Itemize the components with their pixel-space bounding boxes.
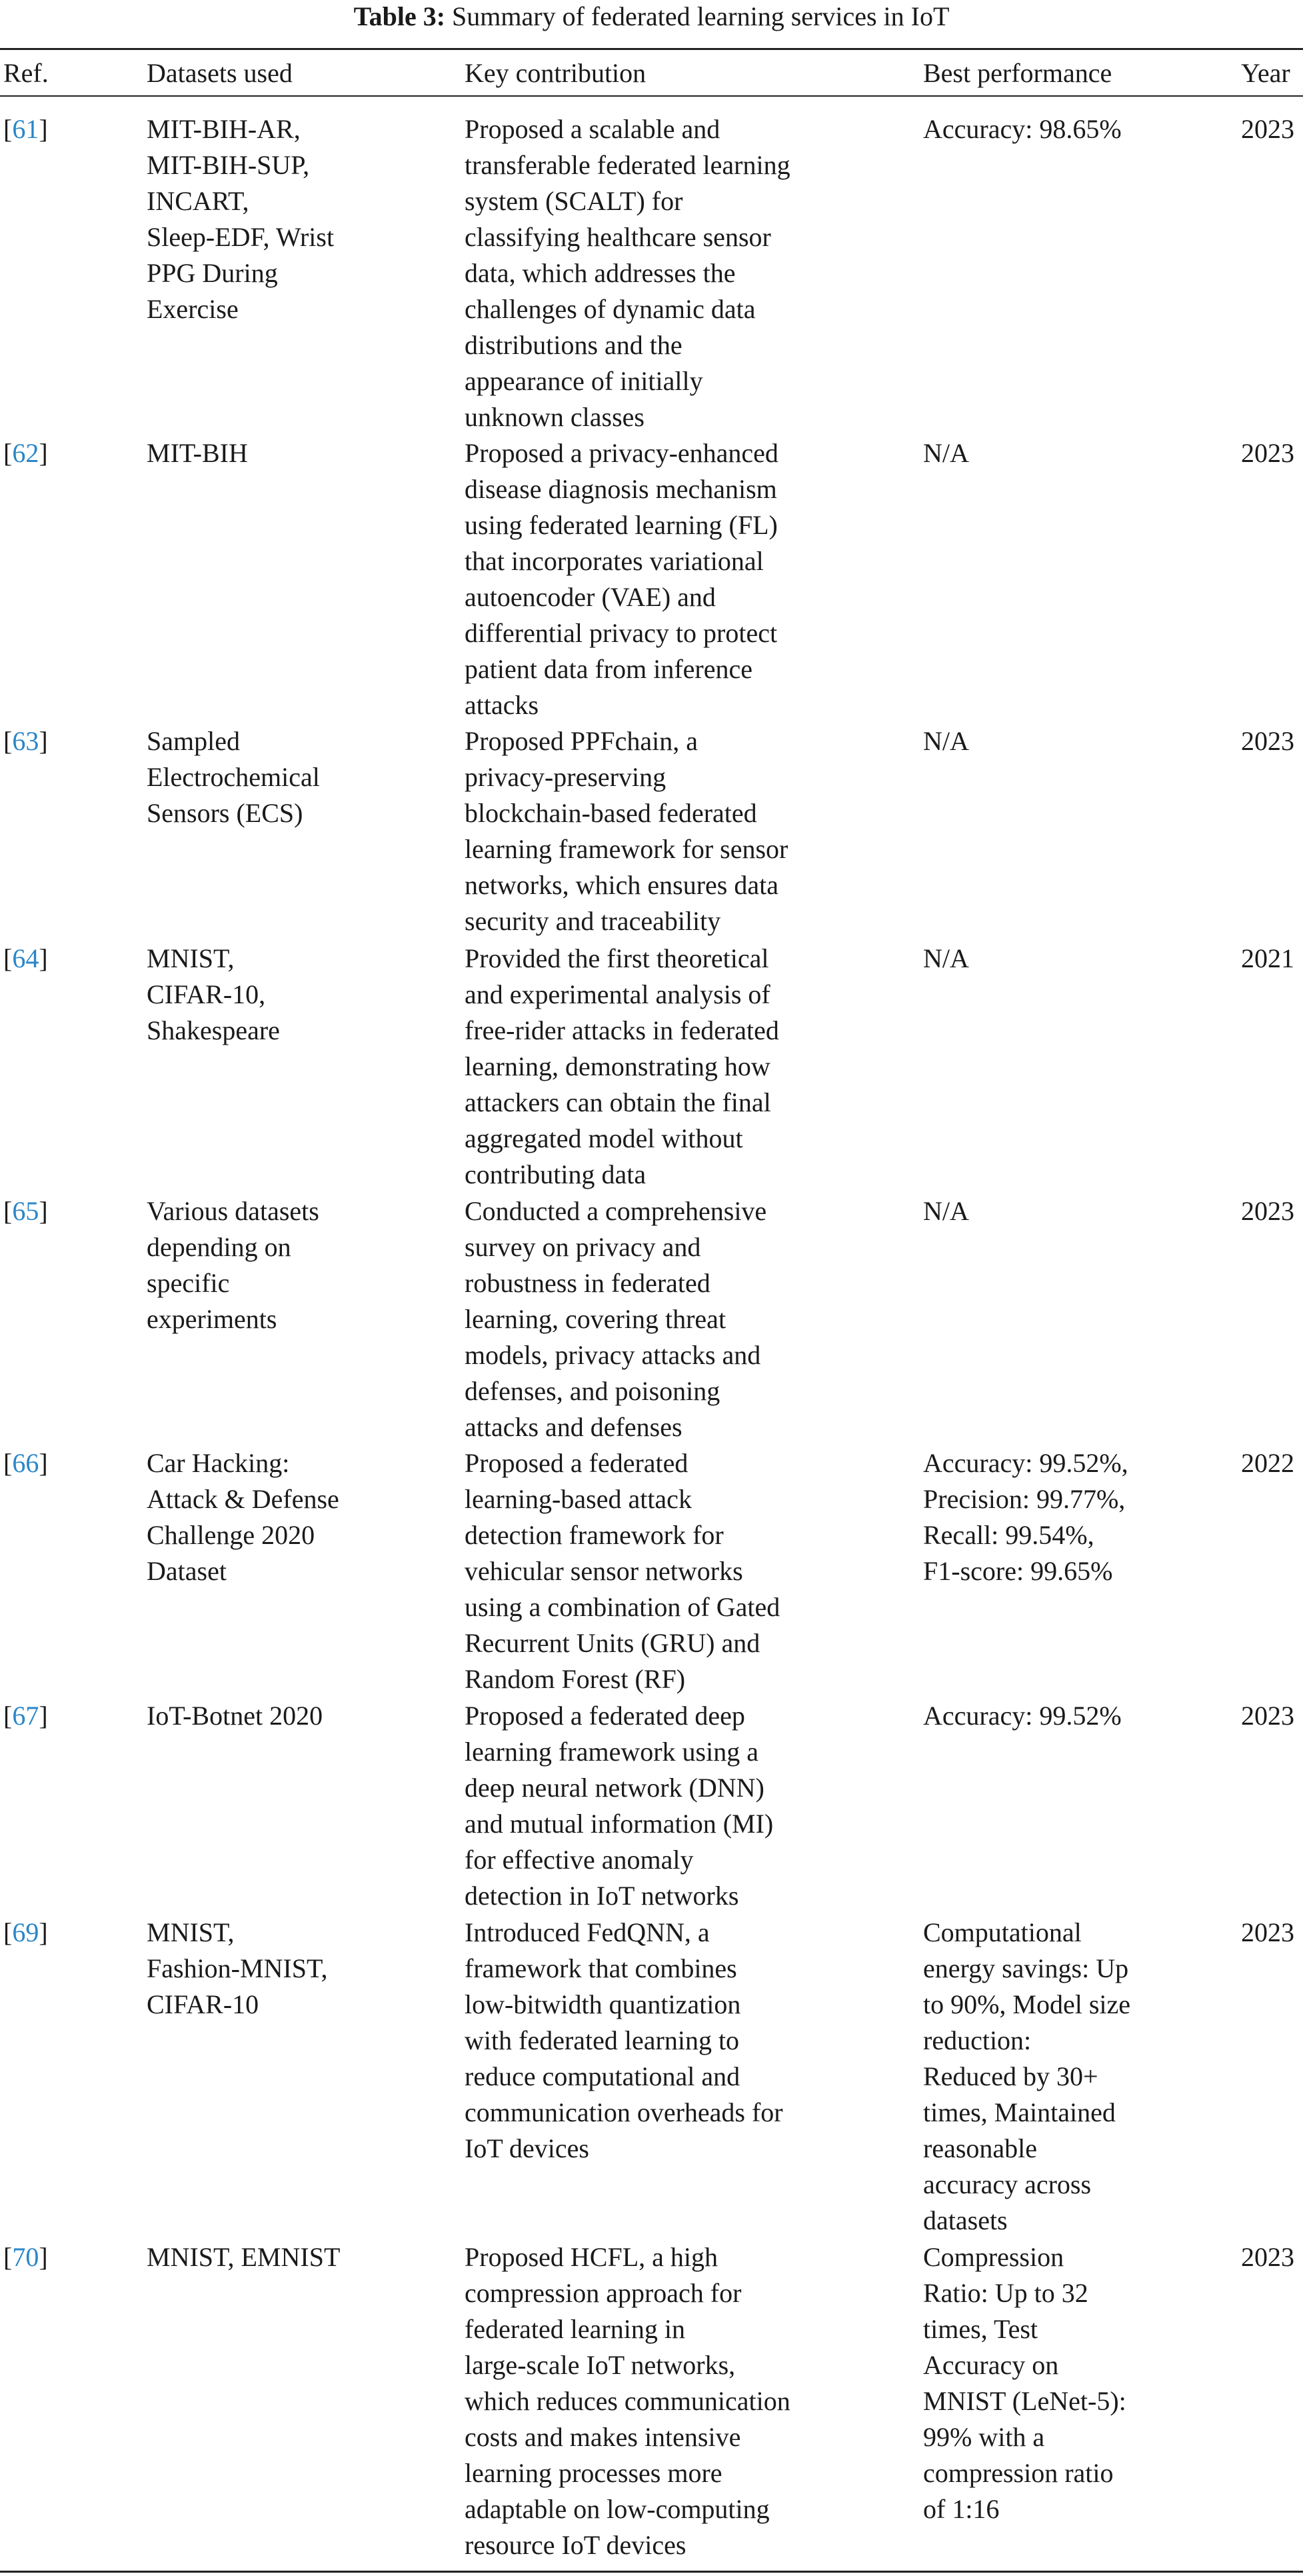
reference-link[interactable]: 66 bbox=[12, 1448, 39, 1478]
row-year: 2021 bbox=[1241, 943, 1294, 973]
reference-link[interactable]: 70 bbox=[12, 2242, 39, 2272]
row-datasets: MNIST, CIFAR-10, Shakespeare bbox=[147, 943, 280, 1045]
row-datasets: MIT-BIH bbox=[147, 438, 248, 468]
table-caption-label: Table 3: bbox=[353, 1, 446, 31]
header-ref: Ref. bbox=[3, 58, 49, 88]
row-ref: [63] bbox=[3, 726, 48, 756]
row-contribution: Proposed a scalable and transferable federated learning system (SCALT) for classifying healthcare sensor data, which addresses the challenges of dynamic data distributions and the appearance of initially unknown classes bbox=[465, 114, 790, 432]
row-datasets: Car Hacking: Attack & Defense Challenge 2020 Dataset bbox=[147, 1448, 339, 1586]
row-performance: N/A bbox=[923, 943, 969, 973]
row-year: 2023 bbox=[1241, 2242, 1294, 2272]
row-year: 2023 bbox=[1241, 1196, 1294, 1226]
reference-link[interactable]: 63 bbox=[12, 726, 39, 756]
row-datasets: IoT-Botnet 2020 bbox=[147, 1701, 323, 1731]
row-ref: [69] bbox=[3, 1917, 48, 1947]
row-performance: N/A bbox=[923, 1196, 969, 1226]
row-ref: [64] bbox=[3, 943, 48, 973]
row-contribution: Proposed a privacy-enhanced disease diagnosis mechanism using federated learning (FL) that incorporates variational autoencoder (VAE) and differential privacy to protect patient data from inference attacks bbox=[465, 438, 778, 720]
header-performance: Best performance bbox=[923, 58, 1112, 88]
row-contribution: Provided the first theoretical and experimental analysis of free-rider attacks in federated learning, demonstrating how attackers can obtain the final aggregated model without contributing data bbox=[465, 943, 779, 1189]
row-performance: Accuracy: 98.65% bbox=[923, 114, 1122, 144]
row-ref: [67] bbox=[3, 1701, 48, 1731]
table-bottom-rule bbox=[0, 2571, 1303, 2573]
row-contribution: Proposed a federated learning-based attack detection framework for vehicular sensor networks using a combination of Gated Recurrent Units (GRU) and Random Forest (RF) bbox=[465, 1448, 780, 1694]
row-datasets: MIT-BIH-AR, MIT-BIH-SUP, INCART, Sleep-EDF, Wrist PPG During Exercise bbox=[147, 114, 335, 324]
row-performance: Computational energy savings: Up to 90%, Model size reduction: Reduced by 30+ times, Maintained reasonable accuracy across datasets bbox=[923, 1917, 1131, 2235]
row-datasets: Sampled Electrochemical Sensors (ECS) bbox=[147, 726, 320, 828]
reference-link[interactable]: 61 bbox=[12, 114, 39, 144]
reference-link[interactable]: 69 bbox=[12, 1917, 39, 1947]
row-datasets: MNIST, Fashion-MNIST, CIFAR-10 bbox=[147, 1917, 328, 2019]
row-contribution: Proposed HCFL, a high compression approach for federated learning in large-scale IoT networks, which reduces communication costs and makes intensive learning processes more adaptable on low-computing resource IoT devices bbox=[465, 2242, 790, 2560]
row-year: 2023 bbox=[1241, 114, 1294, 144]
row-ref: [65] bbox=[3, 1196, 48, 1226]
header-contribution: Key contribution bbox=[465, 58, 647, 88]
row-performance: Compression Ratio: Up to 32 times, Test Accuracy on MNIST (LeNet-5): 99% with a compression ratio of 1:16 bbox=[923, 2242, 1126, 2524]
table-caption-text: Summary of federated learning services in IoT bbox=[445, 1, 950, 31]
row-datasets: Various datasets depending on specific experiments bbox=[147, 1196, 319, 1334]
row-ref: [66] bbox=[3, 1448, 48, 1478]
row-year: 2023 bbox=[1241, 726, 1294, 756]
table-header-rule bbox=[0, 95, 1303, 97]
row-year: 2023 bbox=[1241, 1701, 1294, 1731]
row-ref: [61] bbox=[3, 114, 48, 144]
reference-link[interactable]: 64 bbox=[12, 943, 39, 973]
row-performance: N/A bbox=[923, 726, 969, 756]
reference-link[interactable]: 67 bbox=[12, 1701, 39, 1731]
row-performance: Accuracy: 99.52% bbox=[923, 1701, 1122, 1731]
row-datasets: MNIST, EMNIST bbox=[147, 2242, 341, 2272]
row-performance: N/A bbox=[923, 438, 969, 468]
row-year: 2023 bbox=[1241, 438, 1294, 468]
row-year: 2022 bbox=[1241, 1448, 1294, 1478]
table-header-row bbox=[0, 53, 1303, 93]
reference-link[interactable]: 62 bbox=[12, 438, 39, 468]
row-contribution: Introduced FedQNN, a framework that combines low-bitwidth quantization with federated learning to reduce computational and communication overheads for IoT devices bbox=[465, 1917, 783, 2163]
row-contribution: Conducted a comprehensive survey on privacy and robustness in federated learning, covering threat models, privacy attacks and defenses, and poisoning attacks and defenses bbox=[465, 1196, 767, 1442]
row-ref: [70] bbox=[3, 2242, 48, 2272]
table-top-rule bbox=[0, 48, 1303, 50]
row-ref: [62] bbox=[3, 438, 48, 468]
reference-link[interactable]: 65 bbox=[12, 1196, 39, 1226]
header-year: Year bbox=[1241, 58, 1290, 88]
table-caption bbox=[0, 0, 1303, 33]
header-datasets: Datasets used bbox=[147, 58, 293, 88]
row-contribution: Proposed a federated deep learning framework using a deep neural network (DNN) and mutual information (MI) for effective anomaly detection in IoT networks bbox=[465, 1701, 774, 1911]
row-performance: Accuracy: 99.52%, Precision: 99.77%, Recall: 99.54%, F1-score: 99.65% bbox=[923, 1448, 1128, 1586]
row-year: 2023 bbox=[1241, 1917, 1294, 1947]
row-contribution: Proposed PPFchain, a privacy-preserving blockchain-based federated learning framework for sensor networks, which ensures data security and traceability bbox=[465, 726, 788, 936]
